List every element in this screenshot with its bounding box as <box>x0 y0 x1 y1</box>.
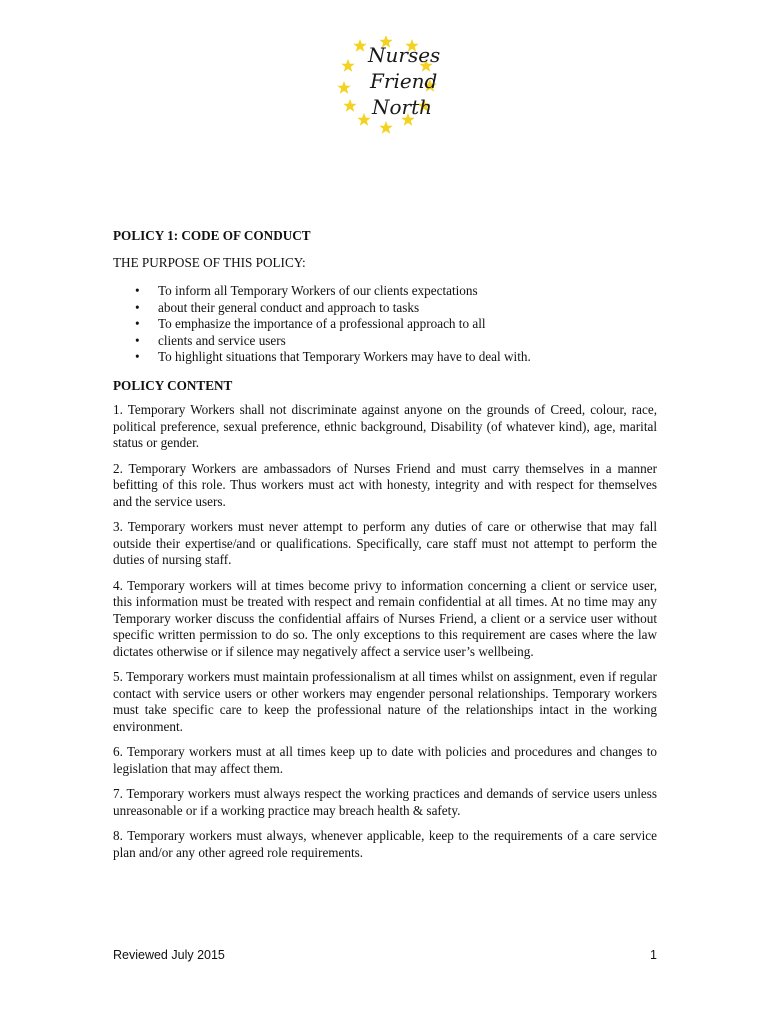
footer-review-date: Reviewed July 2015 <box>113 948 225 962</box>
star-icon <box>337 81 350 94</box>
bullet-item: • To highlight situations that Temporary Workers may have to deal with. <box>113 349 657 366</box>
star-icon <box>379 121 392 134</box>
star-icon <box>343 99 356 112</box>
document-body <box>113 228 657 870</box>
nurses-friend-north-logo <box>330 36 442 136</box>
footer-page-number: 1 <box>650 948 657 962</box>
policy-content-heading: POLICY CONTENT <box>113 377 233 393</box>
policy-paragraph-2: 2. Temporary Workers are ambassadors of Nurses Friend and must carry themselves in a manner befitting of this role. Thus workers must act with honesty, integrity and with respect for themselves and the service users. <box>113 460 657 509</box>
bullet-item: • To inform all Temporary Workers of our clients expectations <box>113 283 657 300</box>
logo-graphic <box>330 36 442 136</box>
bullet-item: • about their general conduct and approach to tasks <box>113 300 657 317</box>
logo-text-line2: Friend <box>370 69 438 93</box>
star-icon <box>353 39 366 52</box>
star-icon <box>357 113 370 126</box>
policy-paragraph-7: 7. Temporary workers must always respect the working practices and demands of service users unless unreasonable or if a working practice may breach health & safety. <box>113 786 657 818</box>
logo-text-line1: Nurses <box>368 43 441 67</box>
policy-paragraph-3: 3. Temporary workers must never attempt to perform any duties of care or otherwise that may fall outside their expertise/and or qualifications. Specifically, care staff must not attempt to perform the duties of nursing staff. <box>113 519 657 567</box>
purpose-heading: THE PURPOSE OF THIS POLICY: <box>113 254 306 270</box>
policy-title: POLICY 1: CODE OF CONDUCT <box>113 228 311 243</box>
policy-paragraph-8: 8. Temporary workers must always, whenever applicable, keep to the requirements of a care service plan and/or any other agreed role requirements. <box>113 828 657 860</box>
bullet-item: • To emphasize the importance of a professional approach to all <box>113 316 657 333</box>
policy-paragraph-6: 6. Temporary workers must at all times keep up to date with policies and procedures and changes to legislation that may affect them. <box>113 744 657 776</box>
logo-text-line3: North <box>372 95 433 119</box>
purpose-bullet-list <box>113 283 657 366</box>
policy-paragraph-5: 5. Temporary workers must maintain professionalism at all times whilst on assignment, even if regular contact with service users or other workers may engender personal relationships. Temporary workers must take specific care to keep the professional nature of the relationships intact in the working environment. <box>113 669 657 734</box>
policy-paragraph-1: 1. Temporary Workers shall not discriminate against anyone on the grounds of Creed, colour, race, political preference, sexual preference, ethnic background, Disability (of whatever kind), age, marital status or gender. <box>113 402 657 450</box>
bullet-item: • clients and service users <box>113 333 657 350</box>
star-icon <box>341 59 354 72</box>
policy-paragraph-4: 4. Temporary workers will at times become privy to information concerning a client or service user, this information must be treated with respect and remain confidential at all times. At no time may any Temporary worker discuss the confidential affairs of Nurses Friend, a client or a service user without specific written permission to do so. The only exceptions to this requirement are cases where the law dictates otherwise or if silence may negatively affect a service user’s wellbeing. <box>113 577 657 659</box>
